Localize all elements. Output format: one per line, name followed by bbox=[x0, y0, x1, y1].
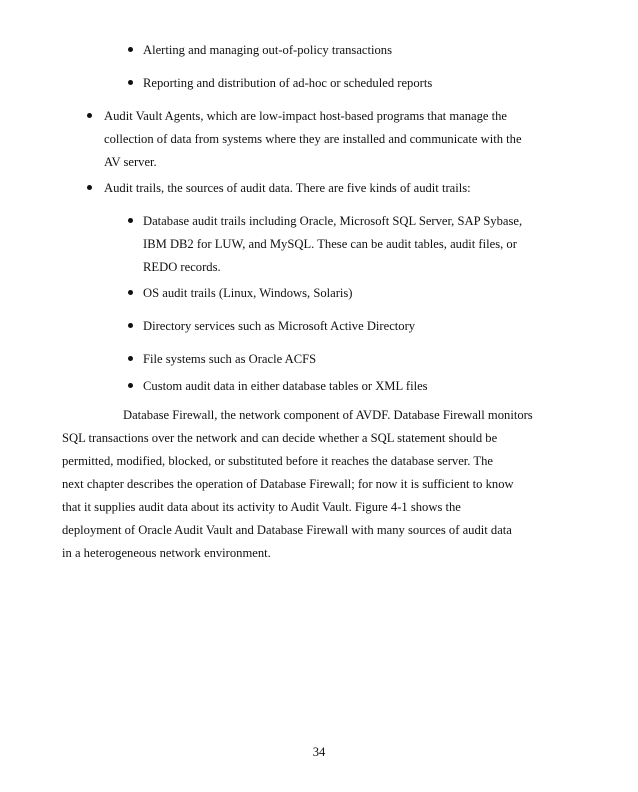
list-item-database-trails-line3: REDO records. bbox=[143, 260, 221, 274]
list-item-os-trails: OS audit trails (Linux, Windows, Solaris) bbox=[143, 286, 353, 300]
bullet-marker bbox=[128, 218, 133, 223]
list-item-directory-services: Directory services such as Microsoft Active Directory bbox=[143, 319, 416, 333]
list-item-custom-audit: Custom audit data in either database tables or XML files bbox=[143, 379, 428, 393]
list-item-database-trails-line2: IBM DB2 for LUW, and MySQL. These can be audit tables, audit files, or bbox=[143, 237, 517, 251]
paragraph-line: deployment of Oracle Audit Vault and Database Firewall with many sources of audit data bbox=[62, 523, 512, 537]
list-item-agents-line1: Audit Vault Agents, which are low-impact host-based programs that manage the bbox=[104, 109, 508, 123]
bullet-marker bbox=[128, 323, 133, 328]
paragraph-line: permitted, modified, blocked, or substituted before it reaches the database server. The bbox=[62, 454, 493, 468]
bullet-marker bbox=[128, 290, 133, 295]
paragraph-line: that it supplies audit data about its activity to Audit Vault. Figure 4-1 shows the bbox=[62, 500, 461, 514]
list-item-agents-line3: AV server. bbox=[104, 155, 157, 169]
bullet-marker bbox=[87, 113, 92, 118]
paragraph-line: Database Firewall, the network component of AVDF. Database Firewall monitors bbox=[123, 408, 533, 422]
list-item-reporting: Reporting and distribution of ad-hoc or scheduled reports bbox=[143, 76, 433, 90]
bullet-marker bbox=[87, 185, 92, 190]
bullet-marker bbox=[128, 383, 133, 388]
paragraph-line: SQL transactions over the network and can decide whether a SQL statement should be bbox=[62, 431, 498, 445]
bullet-marker bbox=[128, 80, 133, 85]
paragraph-line: in a heterogeneous network environment. bbox=[62, 546, 271, 560]
page-number: 34 bbox=[312, 745, 326, 759]
paragraph-line: next chapter describes the operation of Database Firewall; for now it is sufficient to know bbox=[62, 477, 514, 491]
bullet-marker bbox=[128, 47, 133, 52]
list-item-audit-trails: Audit trails, the sources of audit data. There are five kinds of audit trails: bbox=[104, 181, 471, 195]
list-item-database-trails-line1: Database audit trails including Oracle, Microsoft SQL Server, SAP Sybase, bbox=[143, 214, 523, 228]
list-item-alerting: Alerting and managing out-of-policy transactions bbox=[143, 43, 393, 57]
list-item-agents-line2: collection of data from systems where they are installed and communicate with the bbox=[104, 132, 522, 146]
bullet-marker bbox=[128, 356, 133, 361]
list-item-file-systems: File systems such as Oracle ACFS bbox=[143, 352, 317, 366]
